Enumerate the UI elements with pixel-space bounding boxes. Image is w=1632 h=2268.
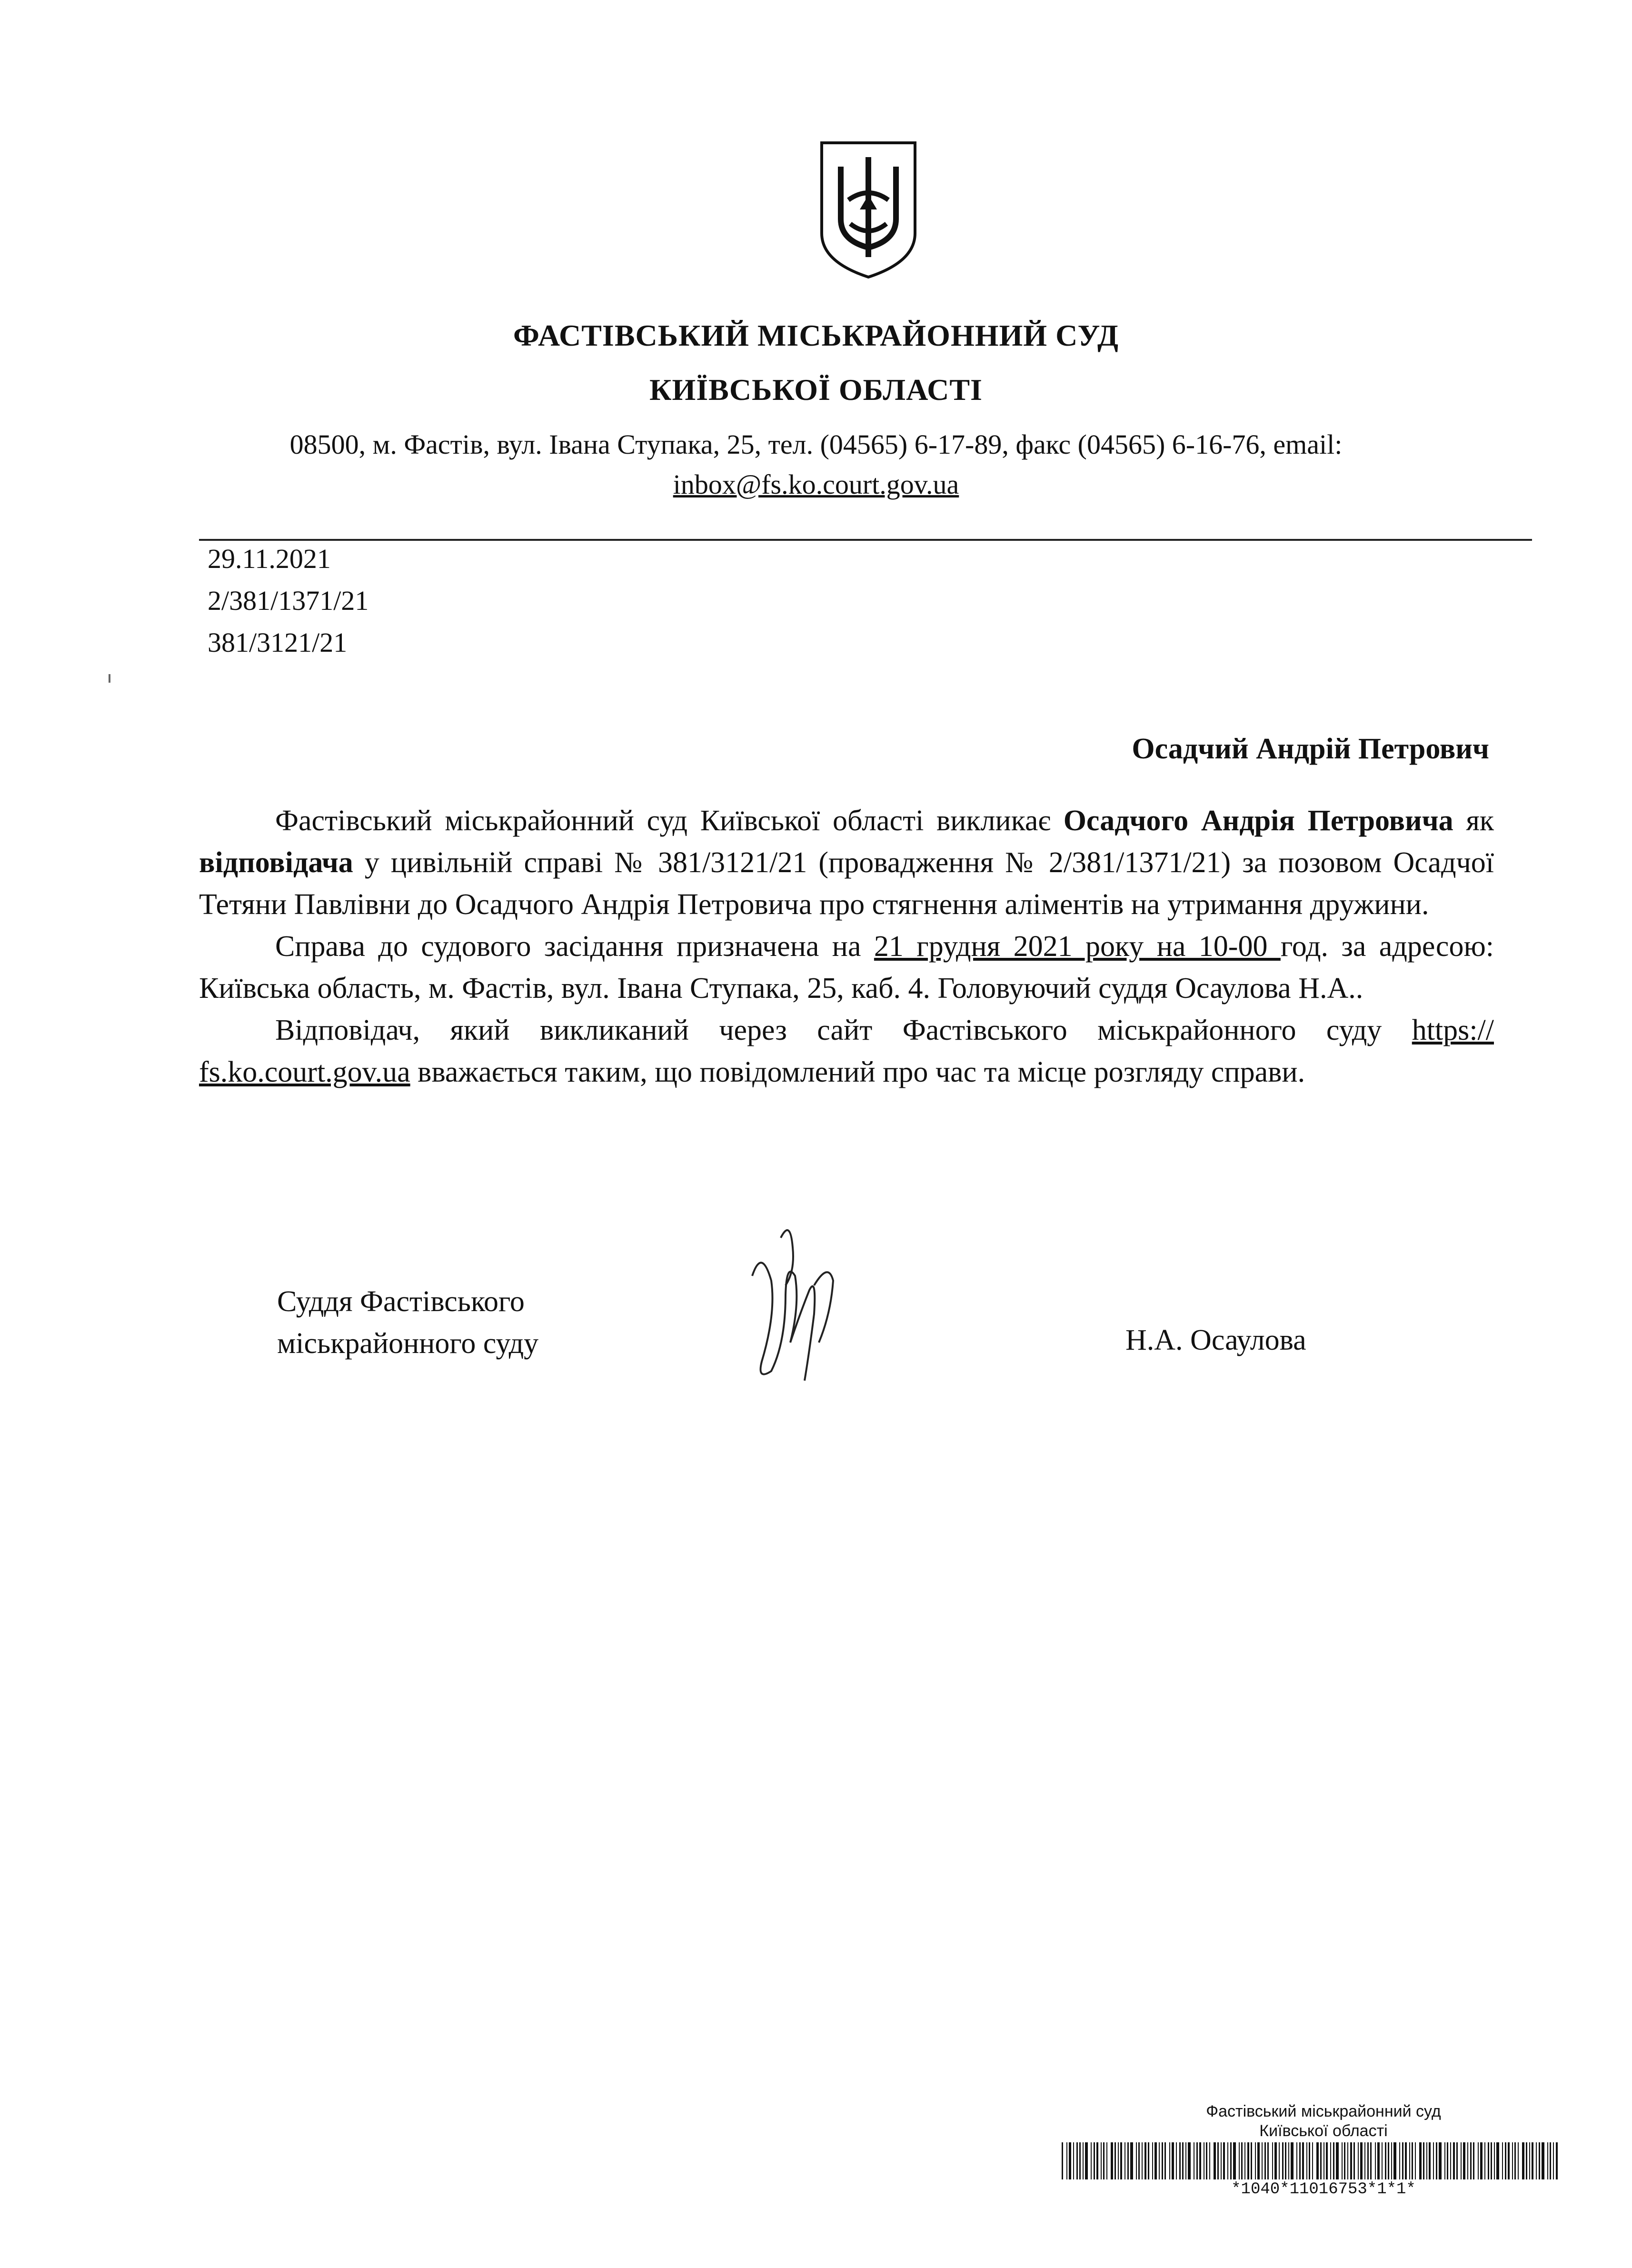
barcode-bar bbox=[1185, 2142, 1186, 2179]
barcode-bar bbox=[1096, 2142, 1098, 2179]
barcode-bar bbox=[1209, 2142, 1210, 2179]
barcode-bar bbox=[1542, 2142, 1544, 2179]
barcode-bar bbox=[1367, 2142, 1369, 2179]
barcode-bar bbox=[1101, 2142, 1102, 2179]
body-paragraph-3 bbox=[199, 1009, 1494, 1093]
barcode-bar bbox=[1118, 2142, 1119, 2179]
barcode-bar bbox=[1508, 2142, 1510, 2179]
barcode-bar bbox=[1393, 2142, 1396, 2179]
barcode-bar bbox=[1553, 2142, 1554, 2179]
barcode-bar bbox=[1264, 2142, 1266, 2179]
text-span: як bbox=[1453, 805, 1494, 837]
barcode-bar bbox=[1385, 2142, 1386, 2179]
barcode-bar bbox=[1164, 2142, 1166, 2179]
barcode-bar bbox=[1405, 2142, 1407, 2179]
barcode-bar bbox=[1062, 2142, 1063, 2179]
court-registration-stamp bbox=[1062, 2102, 1566, 2198]
barcode-bar bbox=[1478, 2142, 1479, 2179]
barcode-bar bbox=[1291, 2142, 1294, 2179]
barcode-bar bbox=[1206, 2142, 1207, 2179]
barcode-bar bbox=[1106, 2142, 1107, 2179]
barcode-bar bbox=[1306, 2142, 1307, 2179]
text-span: у цивільній справі № 381/3121/21 (провадження № 2/381/1371/21) за позовом Осадчої Тетяни Павлівни до Осадчого Андрія Петровича про стягнення аліментів на утримання дружини. bbox=[199, 846, 1494, 921]
barcode-bar bbox=[1227, 2142, 1228, 2179]
handwritten-signature bbox=[733, 1219, 852, 1409]
text-span: год. за адресою: Київська область, м. Фастів, вул. Івана Ступака, 25, каб. 4. Головуючий суддя Осаулова Н.А.. bbox=[199, 930, 1494, 1005]
barcode-bar bbox=[1350, 2142, 1352, 2179]
barcode-bar bbox=[1073, 2142, 1074, 2179]
barcode-bar bbox=[1182, 2142, 1184, 2179]
barcode-bar bbox=[1188, 2142, 1191, 2179]
barcode-bar bbox=[1353, 2142, 1355, 2179]
barcode-bar bbox=[1494, 2142, 1495, 2179]
barcode-bar bbox=[1342, 2142, 1343, 2179]
barcode-bar bbox=[1176, 2142, 1177, 2179]
barcode-bar bbox=[1463, 2142, 1465, 2179]
barcode-bar bbox=[1255, 2142, 1256, 2179]
barcode-bar bbox=[1470, 2142, 1472, 2179]
barcode-bar bbox=[1196, 2142, 1198, 2179]
case-number: 381/3121/21 bbox=[208, 627, 348, 658]
text-span: Відповідач, який викликаний через сайт Фастівського міськрайонного суду bbox=[275, 1014, 1412, 1046]
barcode-bar bbox=[1069, 2142, 1071, 2179]
barcode-bar bbox=[1473, 2142, 1474, 2179]
barcode-bar bbox=[1257, 2142, 1260, 2179]
barcode-bar bbox=[1179, 2142, 1181, 2179]
barcode-bar bbox=[1412, 2142, 1413, 2179]
barcode-bar bbox=[1262, 2142, 1263, 2179]
court-email-link[interactable]: inbox@fs.ko.court.gov.ua bbox=[673, 469, 959, 500]
barcode-bar bbox=[1382, 2142, 1383, 2179]
barcode-bar bbox=[1272, 2142, 1273, 2179]
barcode-bar bbox=[1491, 2142, 1492, 2179]
barcode-bar bbox=[1409, 2142, 1410, 2179]
barcode-bar bbox=[1377, 2142, 1380, 2179]
barcode-bar bbox=[1130, 2142, 1133, 2179]
barcode-bar bbox=[1288, 2142, 1289, 2179]
barcode-bar bbox=[1480, 2142, 1483, 2179]
barcode-bar bbox=[1529, 2142, 1530, 2179]
barcode-bar bbox=[1461, 2142, 1462, 2179]
body-paragraph-1 bbox=[199, 800, 1494, 925]
barcode-bar bbox=[1364, 2142, 1365, 2179]
barcode-bar bbox=[1488, 2142, 1489, 2179]
stamp-barcode-number: *1040*11016753*1*1* bbox=[1231, 2180, 1416, 2198]
barcode-bar bbox=[1358, 2142, 1359, 2179]
barcode-bar bbox=[1539, 2142, 1540, 2179]
court-address: 08500, м. Фастів, вул. Івана Ступака, 25, тел. (04565) 6-17-89, факс (04565) 6-16-76, email: bbox=[289, 429, 1343, 460]
barcode-bar bbox=[1550, 2142, 1551, 2179]
header-divider bbox=[199, 539, 1532, 541]
barcode-bar bbox=[1085, 2142, 1088, 2179]
barcode-bar bbox=[1282, 2142, 1284, 2179]
barcode-bar bbox=[1302, 2142, 1304, 2179]
barcode-bar bbox=[1244, 2142, 1245, 2179]
barcode-bar bbox=[1079, 2142, 1081, 2179]
barcode-bar bbox=[1154, 2142, 1157, 2179]
barcode-bar bbox=[1484, 2142, 1485, 2179]
barcode-bar bbox=[1447, 2142, 1448, 2179]
document-meta bbox=[208, 538, 368, 664]
barcode-bar bbox=[1502, 2142, 1503, 2179]
barcode-bar bbox=[1094, 2142, 1095, 2179]
court-name-line1: ФАСТІВСЬКИЙ МІСЬКРАЙОННИЙ СУД bbox=[513, 318, 1119, 352]
barcode-bar bbox=[1285, 2142, 1286, 2179]
barcode-bar bbox=[1439, 2142, 1442, 2179]
barcode-bar bbox=[1066, 2142, 1067, 2179]
barcode-bar bbox=[1360, 2142, 1363, 2179]
bold-defendant-name: Осадчого Андрія Петровича bbox=[1063, 805, 1453, 837]
barcode-bar bbox=[1419, 2142, 1422, 2179]
barcode-bar bbox=[1148, 2142, 1149, 2179]
barcode-bar bbox=[1199, 2142, 1201, 2179]
barcode-bar bbox=[1251, 2142, 1252, 2179]
barcode-bar bbox=[1326, 2142, 1328, 2179]
barcode-bar bbox=[1247, 2142, 1249, 2179]
barcode-bar bbox=[1083, 2142, 1084, 2179]
barcode-bar bbox=[1532, 2142, 1533, 2179]
barcode-bar bbox=[1299, 2142, 1301, 2179]
barcode-bar bbox=[1214, 2142, 1216, 2179]
trident-coat-of-arms-icon bbox=[817, 138, 920, 281]
barcode-bar bbox=[1512, 2142, 1513, 2179]
document-date: 29.11.2021 bbox=[208, 543, 331, 574]
barcode-bar bbox=[1391, 2142, 1392, 2179]
barcode-bar bbox=[1144, 2142, 1146, 2179]
barcode-bar bbox=[1336, 2142, 1339, 2179]
judge-title bbox=[277, 1281, 538, 1364]
barcode-bar bbox=[1312, 2142, 1313, 2179]
barcode-bar bbox=[1518, 2142, 1519, 2179]
barcode-bar bbox=[1344, 2142, 1345, 2179]
text-span: вважається таким, що повідомлений про час та місце розгляду справи. bbox=[410, 1056, 1305, 1088]
barcode-bar bbox=[1429, 2142, 1431, 2179]
barcode bbox=[1062, 2142, 1566, 2179]
barcode-bar bbox=[1423, 2142, 1424, 2179]
barcode-bar bbox=[1370, 2142, 1372, 2179]
barcode-bar bbox=[1076, 2142, 1078, 2179]
judge-title-line1: Суддя Фастівського bbox=[277, 1285, 525, 1318]
barcode-bar bbox=[1162, 2142, 1163, 2179]
body-paragraph-2 bbox=[199, 925, 1494, 1009]
barcode-bar bbox=[1505, 2142, 1506, 2179]
barcode-bar bbox=[1221, 2142, 1222, 2179]
barcode-bar bbox=[1239, 2142, 1240, 2179]
barcode-bar bbox=[1152, 2142, 1153, 2179]
barcode-bar bbox=[1375, 2142, 1376, 2179]
barcode-bar bbox=[1433, 2142, 1434, 2179]
barcode-bar bbox=[1230, 2142, 1232, 2179]
barcode-bar bbox=[1496, 2142, 1499, 2179]
barcode-bar bbox=[1233, 2142, 1236, 2179]
judge-title-line2: міськрайонного суду bbox=[277, 1327, 539, 1360]
barcode-bar bbox=[1142, 2142, 1143, 2179]
barcode-bar bbox=[1399, 2142, 1400, 2179]
barcode-bar bbox=[1279, 2142, 1280, 2179]
barcode-bar bbox=[1436, 2142, 1437, 2179]
judge-name: Н.А. Осаулова bbox=[1125, 1324, 1306, 1356]
summons-body bbox=[199, 800, 1494, 1093]
barcode-bar bbox=[1456, 2142, 1458, 2179]
barcode-bar bbox=[1536, 2142, 1537, 2179]
text-span: Фастівський міськрайонний суд Київської області викликає bbox=[275, 805, 1064, 837]
hearing-date-underlined: 21 грудня 2021 року на 10-00 bbox=[874, 930, 1281, 963]
scan-speck bbox=[109, 674, 110, 683]
barcode-bar bbox=[1127, 2142, 1129, 2179]
barcode-bar bbox=[1138, 2142, 1140, 2179]
barcode-bar bbox=[1330, 2142, 1331, 2179]
barcode-bar bbox=[1547, 2142, 1548, 2179]
barcode-bar bbox=[1514, 2142, 1516, 2179]
court-website-link[interactable]: https:// fs.ko.court.gov.ua bbox=[199, 1014, 1494, 1088]
barcode-bar bbox=[1388, 2142, 1389, 2179]
barcode-bar bbox=[1426, 2142, 1427, 2179]
bold-role: відповідача bbox=[199, 846, 353, 879]
barcode-bar bbox=[1169, 2142, 1170, 2179]
barcode-bar bbox=[1217, 2142, 1219, 2179]
court-name-line2: КИЇВСЬКОЇ ОБЛАСТІ bbox=[649, 373, 983, 407]
barcode-bar bbox=[1347, 2142, 1348, 2179]
barcode-bar bbox=[1453, 2142, 1455, 2179]
barcode-bar bbox=[1402, 2142, 1403, 2179]
barcode-bar bbox=[1124, 2142, 1125, 2179]
barcode-bar bbox=[1467, 2142, 1468, 2179]
barcode-bar bbox=[1136, 2142, 1137, 2179]
barcode-bar bbox=[1522, 2142, 1524, 2179]
barcode-bar bbox=[1091, 2142, 1092, 2179]
stamp-court-name: Фастівський міськрайонний суд bbox=[1206, 2102, 1441, 2120]
barcode-bar bbox=[1333, 2142, 1334, 2179]
barcode-bar bbox=[1526, 2142, 1527, 2179]
barcode-bar bbox=[1111, 2142, 1113, 2179]
barcode-bar bbox=[1444, 2142, 1445, 2179]
barcode-bar bbox=[1159, 2142, 1160, 2179]
barcode-bar bbox=[1556, 2142, 1558, 2179]
barcode-bar bbox=[1296, 2142, 1297, 2179]
proceeding-number: 2/381/1371/21 bbox=[208, 585, 369, 616]
barcode-bar bbox=[1103, 2142, 1105, 2179]
recipient-name: Осадчий Андрій Петрович bbox=[1132, 733, 1489, 765]
barcode-bar bbox=[1115, 2142, 1116, 2179]
barcode-bar bbox=[1320, 2142, 1322, 2179]
text-span: Справа до судового засідання призначена на bbox=[275, 930, 874, 963]
barcode-bar bbox=[1415, 2142, 1416, 2179]
barcode-bar bbox=[1309, 2142, 1310, 2179]
stamp-region: Київської області bbox=[1259, 2122, 1388, 2140]
barcode-bar bbox=[1267, 2142, 1269, 2179]
barcode-bar bbox=[1274, 2142, 1277, 2179]
barcode-bar bbox=[1450, 2142, 1451, 2179]
barcode-bar bbox=[1120, 2142, 1122, 2179]
barcode-bar bbox=[1223, 2142, 1225, 2179]
barcode-bar bbox=[1316, 2142, 1319, 2179]
barcode-bar bbox=[1172, 2142, 1174, 2179]
barcode-bar bbox=[1241, 2142, 1243, 2179]
court-email-line bbox=[0, 468, 1632, 500]
